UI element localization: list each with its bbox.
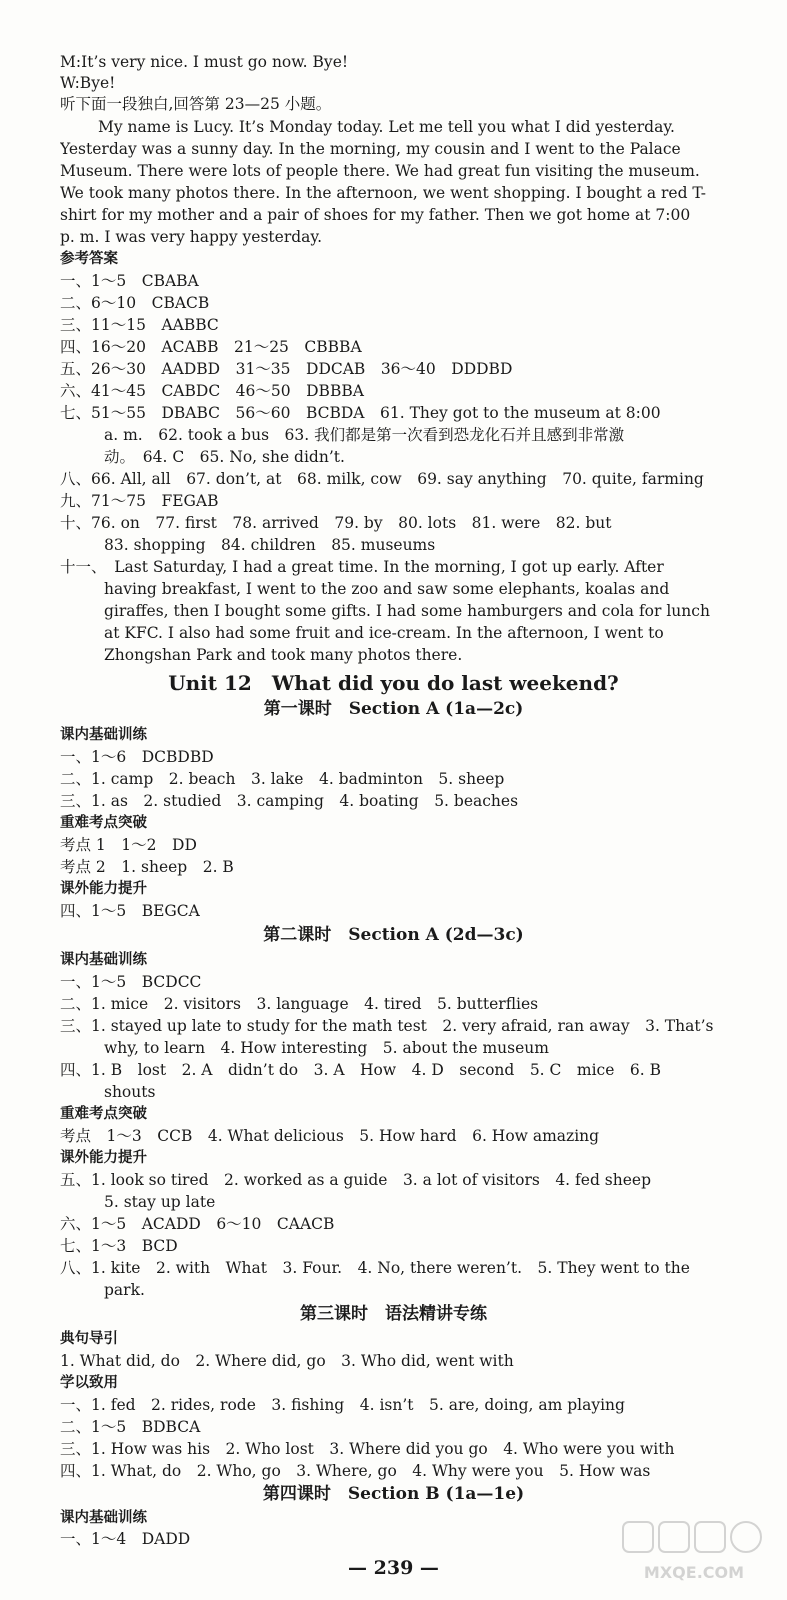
answer-line: 三、1. as 2. studied 3. camping 4. boating 5. beaches [60,792,519,810]
answer-line: Zhongshan Park and took many photos there. [104,646,463,664]
page-number: — 239 — [348,1557,439,1579]
instruction-line: 听下面一段独白,回答第 23—25 小题。 [60,95,332,113]
answer-line: 二、6～10 CBACB [60,294,210,312]
answer-line: 八、1. kite 2. with What 3. Four. 4. No, there weren’t. 5. They went to the [60,1259,690,1277]
unit-title: Unit 12 What did you do last weekend? [168,671,619,695]
answer-line: 三、1. stayed up late to study for the math test 2. very afraid, ran away 3. That’s [60,1017,714,1035]
answer-line: 一、1～5 BCDCC [60,973,202,991]
section-heading: 课外能力提升 [60,881,147,897]
answer-line: 5. stay up late [104,1193,216,1211]
answer-line: a. m. 62. took a bus 63. 我们都是第一次看到恐龙化石并且感到非常激 [104,426,625,444]
answer-line: 十一、 Last Saturday, I had a great time. In the morning, I got up early. After [60,558,664,576]
answer-line: 七、1～3 BCD [60,1237,178,1255]
section-heading: 重难考点突破 [60,815,147,831]
dialogue-line: W:Bye! [60,74,116,92]
answer-line: shouts [104,1083,156,1101]
answer-line: 一、1～4 DADD [60,1530,191,1548]
answer-line: 二、1. camp 2. beach 3. lake 4. badminton 5. sheep [60,770,505,788]
svg-text:MXQE.COM: MXQE.COM [643,1563,745,1582]
answer-line: 二、1. mice 2. visitors 3. language 4. tired 5. butterflies [60,995,539,1013]
answer-line: 七、51～55 DBABC 56～60 BCBDA 61. They got to the museum at 8:00 [60,404,661,422]
section-heading: 课内基础训练 [60,952,147,968]
monologue-line: shirt for my mother and a pair of shoes for my father. Then we got home at 7:00 [60,206,691,224]
monologue-line: Museum. There were lots of people there. We had great fun visiting the museum. [60,162,700,180]
answer-line: 六、41～45 CABDC 46～50 DBBBA [60,382,364,400]
section-heading: 课内基础训练 [60,727,147,743]
answer-line: 八、66. All, all 67. don’t, at 68. milk, cow 69. say anything 70. quite, farming [60,470,704,488]
answer-line: 一、1～5 CBABA [60,272,199,290]
monologue-line: We took many photos there. In the afternoon, we went shopping. I bought a red T- [60,184,706,202]
answer-line: 一、1～6 DCBDBD [60,748,214,766]
answer-line: 动。 64. C 65. No, she didn’t. [104,448,345,466]
lesson-title: 第四课时 Section B (1a—1e) [262,1484,525,1504]
answer-line: 1. What did, do 2. Where did, go 3. Who did, went with [60,1352,514,1370]
answer-line: 考点 1 1～2 DD [60,836,197,854]
dialogue-line: M:It’s very nice. I must go now. Bye! [60,53,349,71]
answer-line: 83. shopping 84. children 85. museums [104,536,436,554]
answer-line: 四、16～20 ACABB 21～25 CBBBA [60,338,362,356]
monologue-line: Yesterday was a sunny day. In the morning, my cousin and I went to the Palace [60,140,681,158]
answer-line: giraffes, then I bought some gifts. I had some hamburgers and cola for lunch [104,602,710,620]
answer-line: park. [104,1281,145,1299]
answer-line: 五、1. look so tired 2. worked as a guide 3. a lot of visitors 4. fed sheep [60,1171,651,1189]
answer-line: 三、11～15 AABBC [60,316,219,334]
answers-heading: 参考答案 [60,251,118,267]
section-heading: 课外能力提升 [60,1150,147,1166]
answer-line: why, to learn 4. How interesting 5. about the museum [104,1039,549,1057]
answer-line: 一、1. fed 2. rides, rode 3. fishing 4. isn’t 5. are, doing, am playing [60,1396,625,1414]
answer-line: 四、1. What, do 2. Who, go 3. Where, go 4. Why were you 5. How was [60,1462,651,1480]
answer-line: 四、1～5 BEGCA [60,902,200,920]
answer-line: 三、1. How was his 2. Who lost 3. Where did you go 4. Who were you with [60,1440,675,1458]
answer-line: 十、76. on 77. first 78. arrived 79. by 80. lots 81. were 82. but [60,514,612,532]
answer-line: 九、71～75 FEGAB [60,492,219,510]
answer-line: 二、1～5 BDBCA [60,1418,201,1436]
section-heading: 重难考点突破 [60,1106,147,1122]
lesson-title: 第三课时 语法精讲专练 [300,1304,487,1324]
answer-line: 六、1～5 ACADD 6～10 CAACB [60,1215,335,1233]
answer-line: 考点 1～3 CCB 4. What delicious 5. How hard 6. How amazing [60,1127,600,1145]
lesson-title: 第二课时 Section A (2d—3c) [263,925,524,945]
answer-line: 五、26～30 AADBD 31～35 DDCAB 36～40 DDDBD [60,360,513,378]
section-heading: 课内基础训练 [60,1510,147,1526]
lesson-title: 第一课时 Section A (1a—2c) [263,699,524,719]
section-heading: 学以致用 [60,1375,118,1391]
answer-line: having breakfast, I went to the zoo and saw some elephants, koalas and [104,580,670,598]
monologue-line: My name is Lucy. It’s Monday today. Let me tell you what I did yesterday. [98,118,675,136]
answer-line: at KFC. I also had some fruit and ice-cream. In the afternoon, I went to [104,624,664,642]
watermark-logo [619,1518,769,1588]
monologue-line: p. m. I was very happy yesterday. [60,228,323,246]
answer-line: 四、1. B lost 2. A didn’t do 3. A How 4. D second 5. C mice 6. B [60,1061,662,1079]
section-heading: 典句导引 [60,1331,118,1347]
answer-line: 考点 2 1. sheep 2. B [60,858,234,876]
